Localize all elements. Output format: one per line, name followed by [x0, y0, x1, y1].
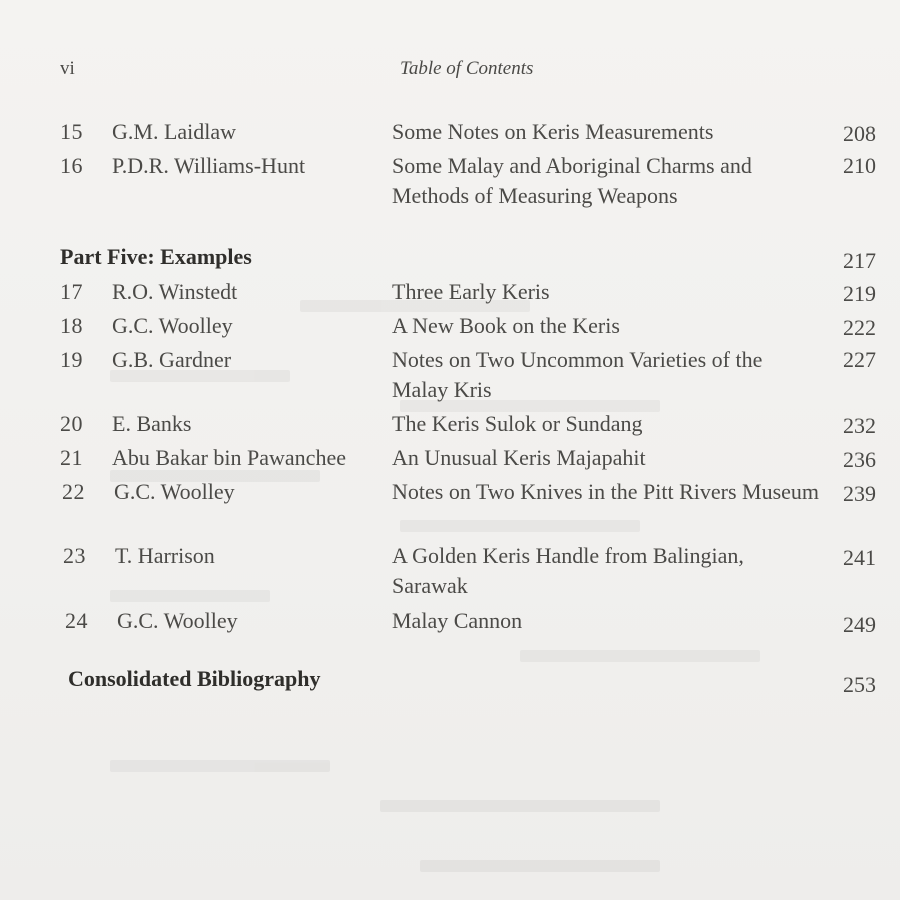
entry-author: R.O. Winstedt	[112, 279, 238, 304]
entry-number: 23	[63, 543, 86, 568]
entry-title: The Keris Sulok or Sundang	[392, 411, 643, 436]
running-head	[60, 58, 860, 84]
bibliography-label: Consolidated Bibliography	[68, 666, 321, 691]
entry-number: 18	[60, 313, 83, 338]
entry-page: 241	[843, 545, 876, 570]
entry-number: 19	[60, 347, 83, 372]
entry-author: P.D.R. Williams-Hunt	[112, 153, 306, 178]
entry-page: 210	[843, 153, 876, 178]
entry-author: T. Harrison	[115, 543, 215, 568]
folio: vi	[60, 58, 75, 79]
bibliography-heading	[68, 664, 876, 697]
entry-number: 17	[60, 279, 83, 304]
entry-page: 222	[843, 315, 876, 340]
entry-title: Notes on Two Uncommon Varieties of the Malay Kris	[392, 347, 763, 402]
entry-author: G.M. Laidlaw	[112, 119, 237, 144]
entry-author: E. Banks	[112, 411, 192, 436]
entry-number: 16	[60, 153, 83, 178]
entry-author: G.B. Gardner	[112, 347, 232, 372]
entry-title: Three Early Keris	[392, 279, 550, 304]
entry-page: 249	[843, 612, 876, 637]
entry-number: 24	[65, 608, 88, 633]
entry-number: 20	[60, 411, 83, 436]
entry-title: Notes on Two Knives in the Pitt Rivers Museum	[392, 479, 820, 504]
running-head-title: Table of Contents	[400, 58, 534, 79]
part-label: Part Five: Examples	[60, 244, 252, 269]
entry-author: G.C. Woolley	[114, 479, 235, 504]
entry-number: 22	[62, 479, 85, 504]
part-page: 217	[843, 248, 876, 273]
entry-author: Abu Bakar bin Pawanchee	[112, 445, 346, 470]
entry-page: 236	[843, 447, 876, 472]
entry-title: Malay Cannon	[392, 608, 523, 633]
entry-page: 208	[843, 121, 876, 146]
entry-number: 15	[60, 119, 83, 144]
entry-title: Some Malay and Aboriginal Charms and Methods of Measuring Weapons	[392, 153, 752, 208]
entry-title: A Golden Keris Handle from Balingian, Sarawak	[392, 543, 744, 598]
entry-page: 227	[843, 347, 876, 372]
bibliography-page: 253	[843, 672, 876, 697]
entry-author: G.C. Woolley	[112, 313, 233, 338]
entry-page: 239	[843, 481, 876, 506]
entry-page: 219	[843, 281, 876, 306]
entry-page: 232	[843, 413, 876, 438]
entry-title: A New Book on the Keris	[392, 313, 620, 338]
entry-author: G.C. Woolley	[117, 608, 238, 633]
entry-title: Some Notes on Keris Measurements	[392, 119, 714, 144]
entry-number: 21	[60, 445, 83, 470]
entry-title: An Unusual Keris Majapahit	[392, 445, 646, 470]
